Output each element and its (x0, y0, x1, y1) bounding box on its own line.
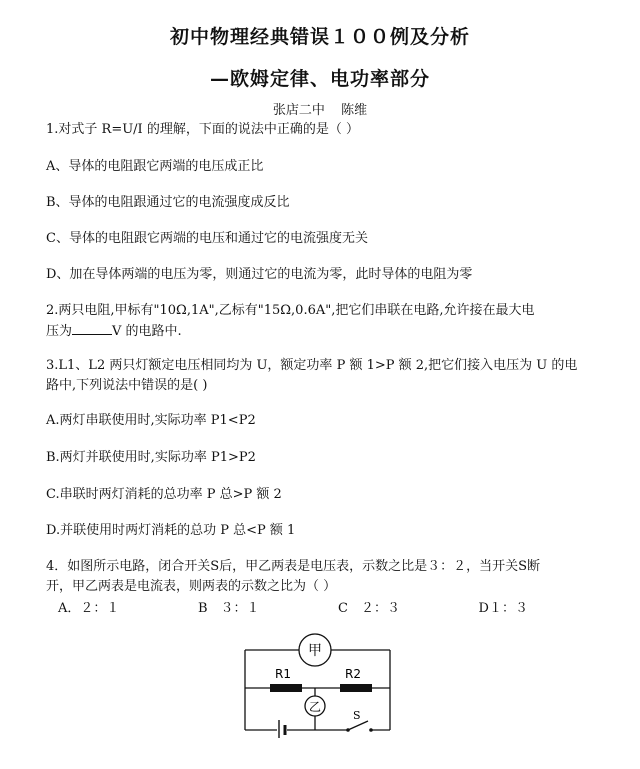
q2-answer-blank[interactable] (72, 322, 112, 335)
doc-title: 初中物理经典错误１００例及分析 (169, 26, 470, 48)
resistor-r1-label: R1 (275, 667, 291, 681)
q1-option-c: C、导体的电阻跟它两端的电压和通过它的电流强度无关 (46, 231, 368, 246)
q4-options (58, 597, 528, 616)
doc-subtitle: —欧姆定律、电功率部分 (209, 68, 430, 90)
q4-line2: 开，甲乙两表是电流表，则两表的示数之比为（ ） (46, 579, 337, 594)
q4-option-a: A．２：１ (58, 601, 120, 616)
switch-label: S (353, 709, 361, 722)
q2-line2-post: V 的电路中. (112, 324, 182, 339)
q4-line1: 4．如图所示电路，闭合开关S后，甲乙两表是电压表，示数之比是３：２，当开关S断 (46, 559, 541, 574)
q4-option-d: D１：３ (478, 601, 528, 616)
switch-lever (348, 721, 368, 730)
q3-option-a: A.两灯串联使用时,实际功率 P1<P2 (46, 413, 256, 428)
q2-line2 (46, 322, 586, 341)
q3-option-d: D.并联使用时两灯消耗的总功 P 总<P 额 1 (46, 523, 296, 538)
q3-line2: 路中,下列说法中错误的是( ) (46, 378, 208, 393)
q1-option-b: B、导体的电阻跟通过它的电流强度成反比 (46, 195, 290, 210)
school-name: 张店二中 (272, 103, 325, 118)
q3-line1: 3.L1、L2 两只灯额定电压相同均为 U，额定功率 P 额 1>P 额 2,把它们接入电压为 U 的电 (46, 358, 578, 373)
q1-option-a: A、导体的电阻跟它两端的电压成正比 (46, 159, 264, 174)
q1-stem: 1.对式子 R=U/I 的理解，下面的说法中正确的是（ ） (46, 122, 359, 137)
resistor-r2-label: R2 (345, 667, 361, 681)
resistor-r1 (270, 684, 302, 692)
q2-line2-pre: 压为 (46, 324, 73, 339)
q3-option-b: B.两灯并联使用时,实际功率 P1>P2 (46, 450, 256, 465)
resistor-r2 (340, 684, 372, 692)
meter-yi-label: 乙 (308, 700, 322, 714)
author-line (0, 99, 640, 118)
meter-jia-label: 甲 (308, 643, 322, 659)
q1-option-d: D、加在导体两端的电压为零，则通过它的电流为零，此时导体的电阻为零 (46, 267, 473, 282)
q2-line1: 2.两只电阻,甲标有"10Ω,1A",乙标有"15Ω,0.6A",把它们串联在电路,允许接在最大电 (46, 303, 535, 318)
q3-option-c: C.串联时两灯消耗的总功率 P 总>P 额 2 (46, 487, 282, 502)
switch-contact (369, 728, 373, 732)
q4-option-c: C ２：３ (338, 601, 400, 616)
circuit-diagram (235, 628, 405, 738)
author-name: 陈维 (341, 103, 368, 118)
q4-option-b: B ３：１ (197, 601, 260, 616)
